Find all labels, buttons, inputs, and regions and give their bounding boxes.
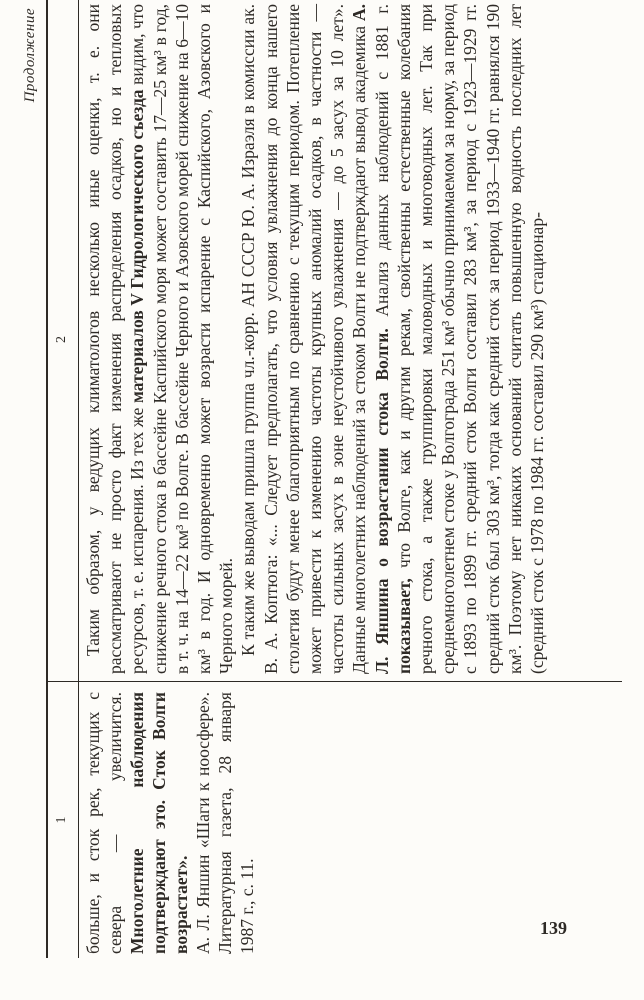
- col2-p1-text-b: видим, что снижение речного стока в бассейне Каспийского моря может составить 17—25 км³ в год, в т. ч. на 14—22 км³ по Волге. В бассейне Черного и Азовского морей снижение на 6—10 км³ в год. И одновременно может возрасти испарение с Каспийского, Азовского и Черного морей.: [127, 4, 237, 674]
- col2-p2-bold-1: А. Л. Яншина о возрастании стока Волги.: [349, 4, 392, 674]
- column-divider: [46, 681, 622, 682]
- col2-p2-bold-2: показывает,: [393, 578, 414, 674]
- col1-intro: больше, и сток рек, текущих с севера — увеличится.: [83, 692, 125, 954]
- column-1-text: [82, 692, 258, 954]
- continuation-label: Продолжение: [22, 8, 38, 103]
- col2-p1-text-a: Таким образом, у ведущих климатологов несколько иные оценки, т. е. они рассматривают не просто факт изменения распределения осадков, но и тепловых ресурсов, т. е. испарения. Из тех же: [83, 4, 148, 674]
- col2-p2-text-a: К таким же выводам пришла группа чл.-корр. АН СССР Ю. А. Израэля в комиссии ак. В. А. Коптюга: «... Следует предполагать, что условия увлажнения до конца нашего столетия будут менее благоприятным по сравнению с текущим периодом. Потепление может привести к изменению частоты крупных аномалий осадков, в частности — частоты сильных засух в зоне неустойчивого увлажнения — до 5 засух за 10 лет». Данные многолетних наблюдений за стоком Волги не подтверждают вывод академика: [238, 4, 370, 674]
- column-2-text: [82, 4, 548, 674]
- column-number-2: 2: [54, 336, 69, 343]
- col2-paragraph-1: [82, 4, 237, 674]
- col1-bold-text: Многолетние наблюдения подтверждают это. Сток Волги возрастает».: [127, 692, 191, 954]
- column-number-1: 1: [54, 816, 69, 824]
- header-row-rule: [78, 0, 79, 958]
- rotated-table-region: [22, 0, 622, 958]
- col2-p2-text-c: что Волге, как и другим рекам, свойственны естественные колебания речного стока, а также группировки маловодных и многоводных лет. Так при среднемноголетнем стоке у Волгограда 251 км³ обычно принимаемом за норму, за период с 1893 по 1899 гг. средний сток Волги составил 283 км³, за период с 1923—1929 гг. средний сток был 303 км³, тогда как средний сток за период 1933—1940 гг. равнялся 190 км³. Поэтому нет никаких оснований считать повышенную водность последних лет (средний сток с 1978 по 1984 гг. составил 290 км³) стационар-: [393, 3, 548, 674]
- col1-paragraph: [82, 692, 192, 954]
- col1-source-citation: А. Л. Яншин «Шаги к ноосфере». Литературная газета, 28 января 1987 г., с. 11.: [193, 692, 257, 954]
- page-number: 139: [540, 918, 567, 938]
- col2-paragraph-2: [237, 4, 548, 674]
- table-top-rule: [46, 0, 48, 958]
- col2-p2-text-b: Анализ данных наблюдений с 1881 г.: [371, 4, 392, 317]
- col2-p1-bold: материалов V Гидрологического съезда: [127, 89, 148, 404]
